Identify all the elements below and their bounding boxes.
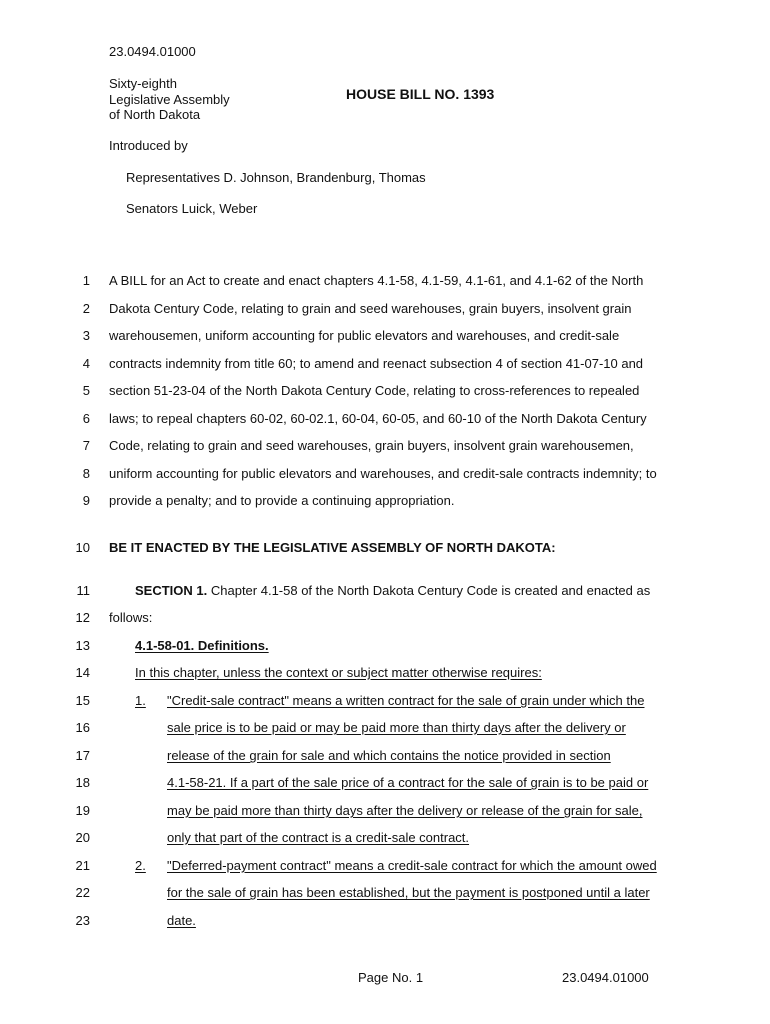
line-number: 22 — [75, 885, 90, 900]
section-intro-line — [135, 583, 650, 598]
footer-page-number: Page No. 1 — [358, 970, 424, 985]
assembly-line-3: of North Dakota — [109, 107, 201, 122]
line-number: 5 — [82, 383, 90, 398]
bill-text-line: warehousemen, uniform accounting for public elevators and warehouses, and credit-sale — [109, 328, 620, 343]
line-number: 17 — [75, 748, 90, 763]
line-number: 10 — [75, 540, 90, 555]
bill-text-line: Code, relating to grain and seed warehouses, grain buyers, insolvent grain warehousemen, — [109, 438, 634, 453]
line-number: 23 — [75, 913, 90, 928]
bill-text-line: release of the grain for sale and which contains the notice provided in section — [167, 748, 611, 763]
line-number: 11 — [76, 583, 90, 598]
bill-text-line: may be paid more than thirty days after the delivery or release of the grain for sale, — [167, 803, 643, 818]
list-item-number: 2. — [135, 858, 146, 873]
line-number: 12 — [75, 610, 90, 625]
bill-text-line: follows: — [109, 610, 153, 625]
section-heading-definitions: 4.1-58-01. Definitions. — [135, 638, 269, 653]
list-item-number: 1. — [135, 693, 146, 708]
bill-text-line: "Credit-sale contract" means a written contract for the sale of grain under which the — [167, 693, 645, 708]
bill-text-line: 4.1-58-21. If a part of the sale price of a contract for the sale of grain is to be paid or — [167, 775, 649, 790]
line-number: 14 — [75, 665, 90, 680]
bill-text-line: for the sale of grain has been established, but the payment is postponed until a later — [167, 885, 650, 900]
bill-text-line: A BILL for an Act to create and enact chapters 4.1-58, 4.1-59, 4.1-61, and 4.1-62 of the North — [109, 273, 644, 288]
bill-text-line: "Deferred-payment contract" means a credit-sale contract for which the amount owed — [167, 858, 657, 873]
enacting-clause: BE IT ENACTED BY THE LEGISLATIVE ASSEMBLY OF NORTH DAKOTA: — [109, 540, 556, 555]
bill-text-line: In this chapter, unless the context or subject matter otherwise requires: — [135, 665, 542, 680]
bill-text-line: sale price is to be paid or may be paid more than thirty days after the delivery or — [167, 720, 626, 735]
line-number: 21 — [75, 858, 90, 873]
bill-text-line: laws; to repeal chapters 60-02, 60-02.1, 60-04, 60-05, and 60-10 of the North Dakota Century — [109, 411, 647, 426]
line-number: 3 — [82, 328, 90, 343]
line-number: 19 — [75, 803, 90, 818]
bill-text-line: date. — [167, 913, 196, 928]
line-number: 13 — [75, 638, 90, 653]
section-intro-text: Chapter 4.1-58 of the North Dakota Century Code is created and enacted as — [207, 583, 651, 598]
section-label: SECTION 1. — [135, 583, 208, 598]
line-number: 4 — [82, 356, 90, 371]
line-number: 8 — [82, 466, 90, 481]
bill-text-line: provide a penalty; and to provide a continuing appropriation. — [109, 493, 455, 508]
bill-text-line: Dakota Century Code, relating to grain and seed warehouses, grain buyers, insolvent grain — [109, 301, 632, 316]
assembly-line-1: Sixty-eighth — [109, 76, 177, 91]
line-number: 15 — [75, 693, 90, 708]
footer-document-id: 23.0494.01000 — [562, 970, 649, 985]
introduced-by-label: Introduced by — [109, 138, 188, 153]
bill-text-line: contracts indemnity from title 60; to amend and reenact subsection 4 of section 41-07-10 and — [109, 356, 644, 371]
bill-title: HOUSE BILL NO. 1393 — [346, 86, 495, 102]
line-number: 1 — [82, 273, 90, 288]
bill-text-line: only that part of the contract is a credit-sale contract. — [167, 830, 470, 845]
line-number: 2 — [82, 301, 90, 316]
line-number: 18 — [75, 775, 90, 790]
line-number: 20 — [75, 830, 90, 845]
line-number: 9 — [82, 493, 90, 508]
assembly-line-2: Legislative Assembly — [109, 91, 230, 107]
assembly-name — [109, 76, 309, 123]
line-number: 16 — [75, 720, 90, 735]
header-document-id: 23.0494.01000 — [109, 44, 196, 59]
sponsors-senators: Senators Luick, Weber — [126, 201, 258, 216]
line-number: 6 — [82, 411, 90, 426]
bill-text-line: uniform accounting for public elevators and warehouses, and credit-sale contracts indemnity; to — [109, 466, 657, 481]
sponsors-representatives: Representatives D. Johnson, Brandenburg, Thomas — [126, 170, 426, 185]
bill-text-line: section 51-23-04 of the North Dakota Century Code, relating to cross-references to repealed — [109, 383, 640, 398]
line-number: 7 — [82, 438, 90, 453]
